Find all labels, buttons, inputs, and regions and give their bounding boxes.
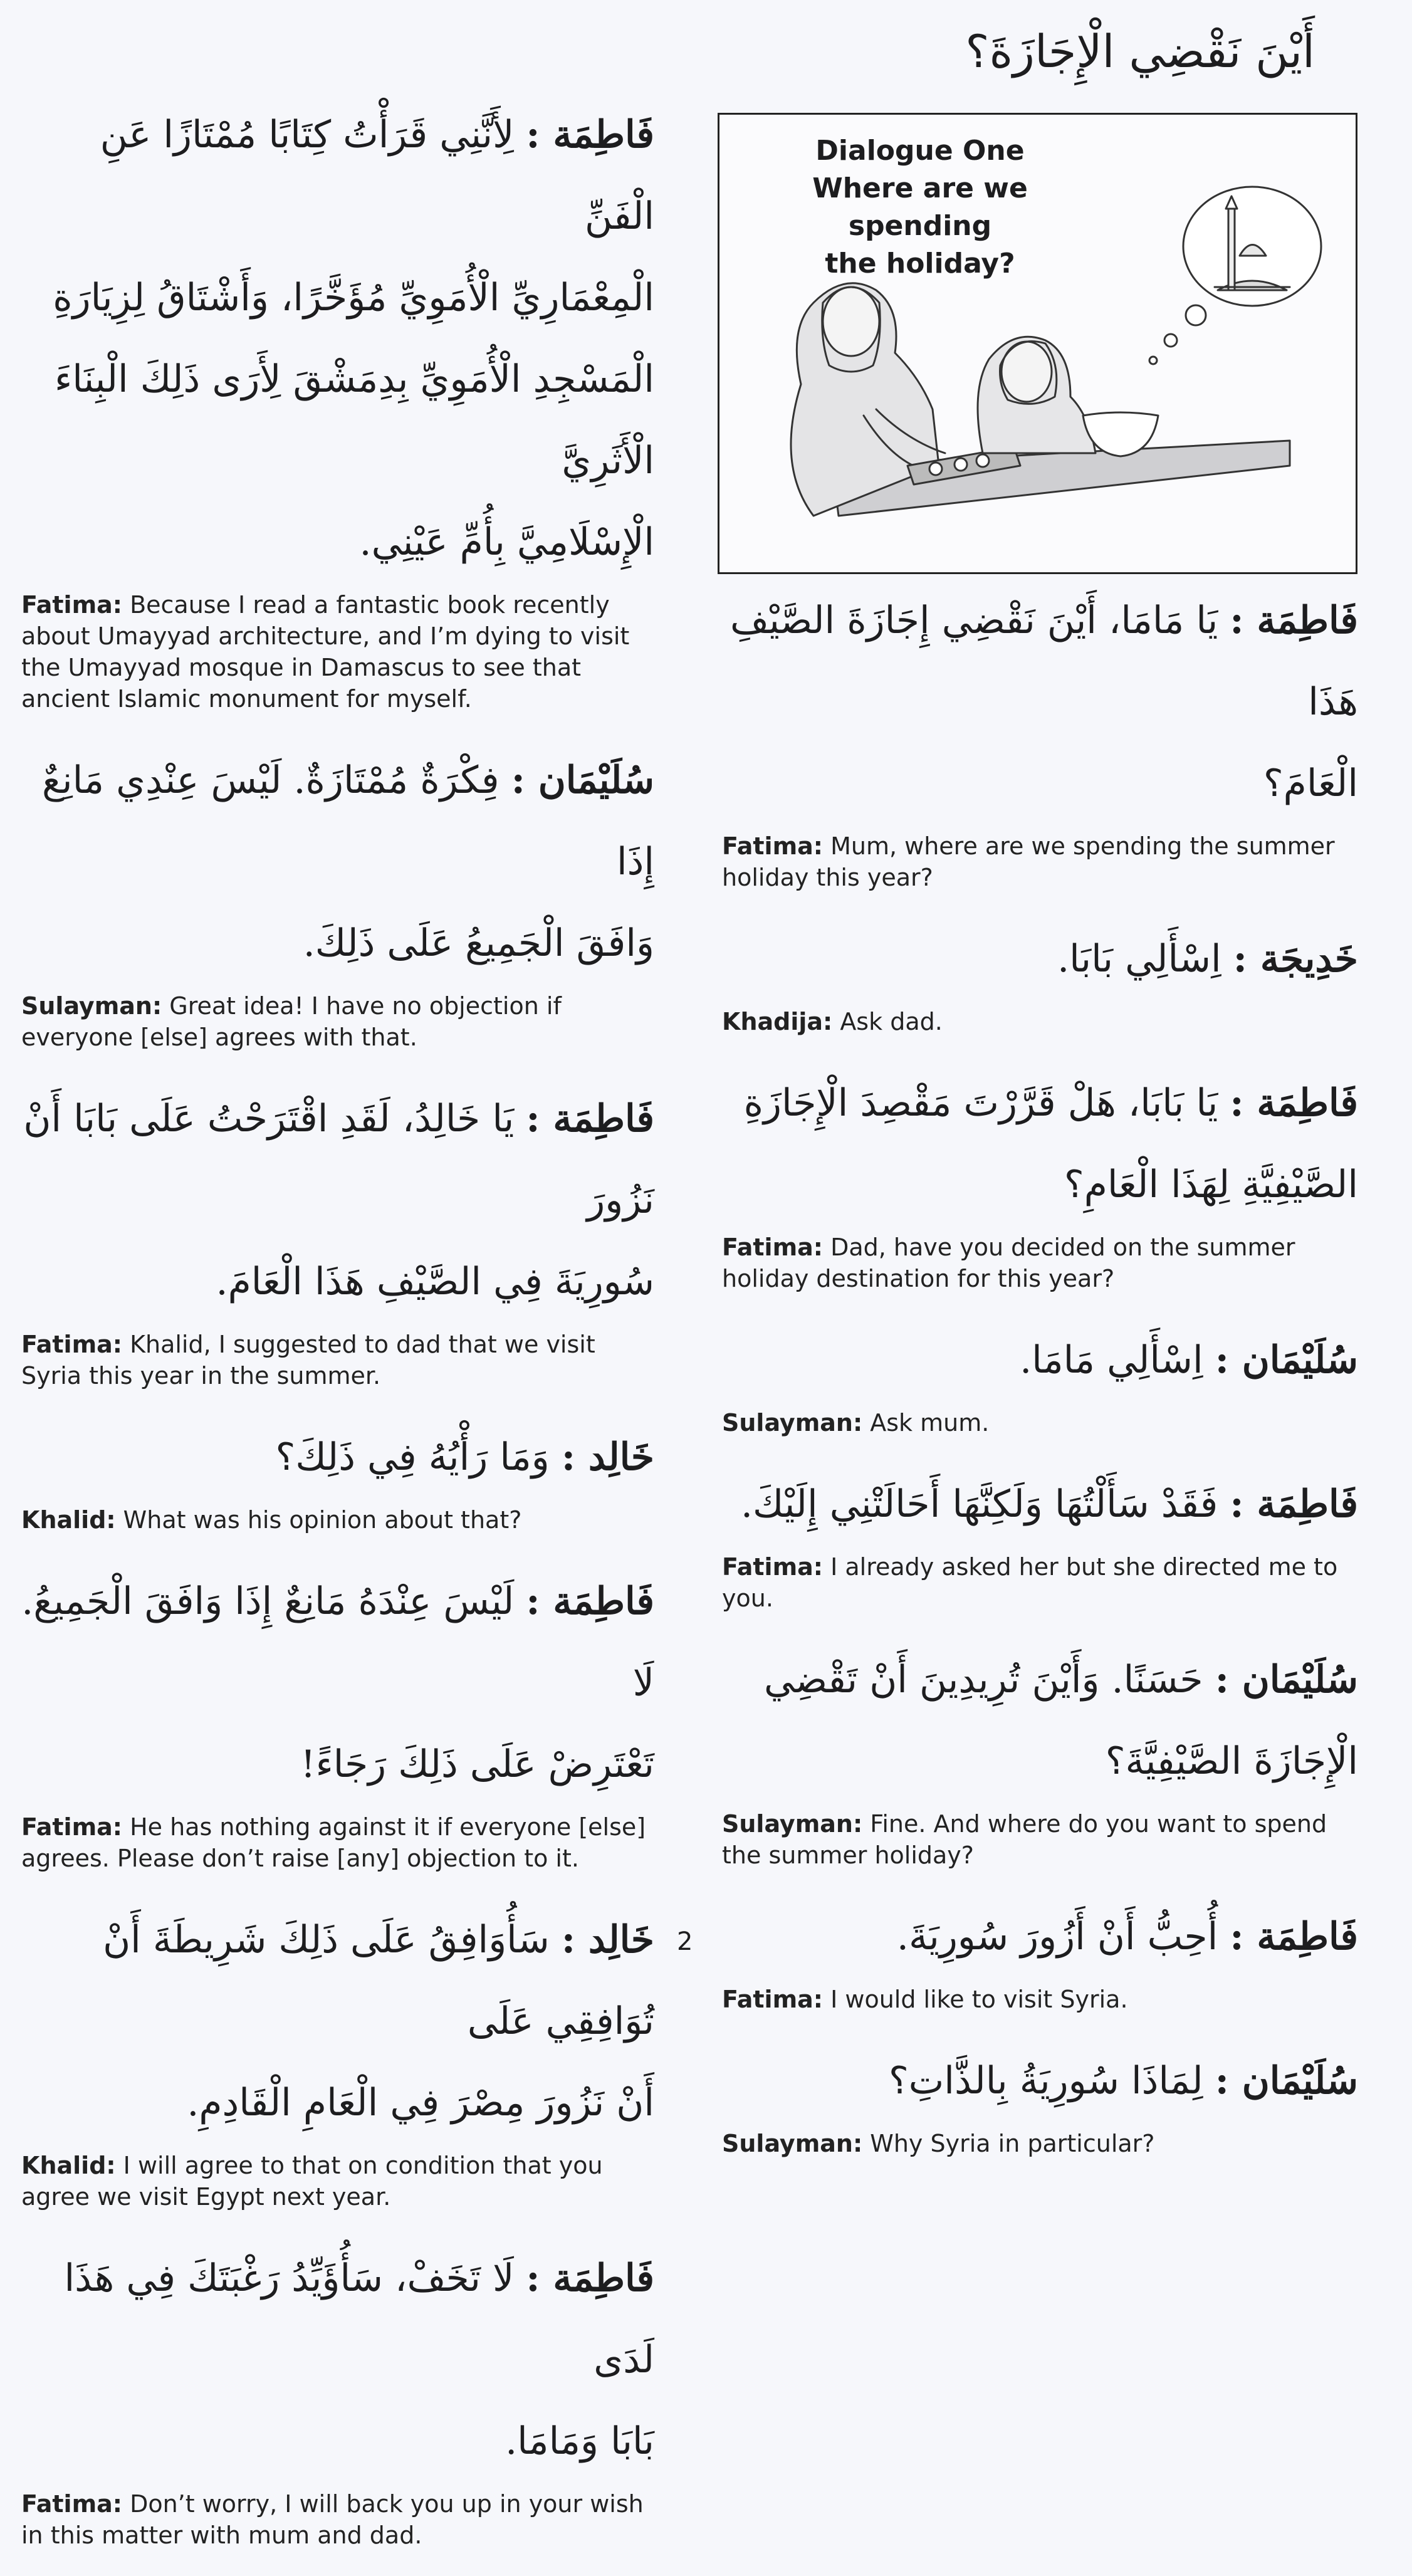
arabic-text: حَسَنًا. وَأَيْنَ تُرِيدِينَ أَنْ تَقْضِي — [764, 1658, 1203, 1702]
arabic-text: الْمِعْمَارِيِّ الْأُمَوِيِّ مُؤَخَّرًا، وَأَشْتَاقُ لِزِيَارَةِ — [53, 276, 654, 320]
arabic-line — [21, 1561, 654, 1724]
page-title: أَيْنَ نَقْضِي الْإِجَازَةَ؟ — [965, 25, 1315, 78]
arabic-text: سَأُوَافِقُ عَلَى ذَلِكَ شَرِيطَةَ أَنْ تُوَافِقِي عَلَى — [103, 1918, 654, 2043]
english-speaker: Khalid: — [21, 1506, 116, 1534]
arabic-text: يَا بَابَا، هَلْ قَرَّرْتَ مَقْصِدَ الْإِجَازَةِ — [743, 1081, 1218, 1125]
arabic-text: بَابَا وَمَامَا. — [505, 2419, 654, 2463]
arabic-text: وَمَا رَأْيُهُ فِي ذَلِكَ؟ — [275, 1435, 550, 1479]
arabic-speaker: فَاطِمَة : — [526, 113, 654, 157]
dialogue-entry — [21, 1416, 654, 1536]
arabic-speaker: سُلَيْمَان : — [1215, 1658, 1358, 1702]
arabic-text: الْمَسْجِدِ الْأُمَوِيِّ بِدِمَشْقَ لِأَرَى ذَلِكَ الْبِنَاءَ الْأَثَرِيَّ — [54, 357, 654, 483]
dialogue-entry — [21, 1561, 654, 1874]
english-speaker: Fatima: — [722, 1233, 823, 1261]
arabic-line — [722, 1062, 1358, 1144]
arabic-text: فَقَدْ سَأَلْتُهَا وَلَكِنَّهَا أَحَالَتْنِي إِلَيْكَ. — [740, 1482, 1218, 1526]
english-speaker: Sulayman: — [722, 1409, 863, 1437]
english-text: He has nothing against it if everyone [else] agrees. Please don’t raise [any] objection to it. — [21, 1813, 646, 1872]
english-text: Khalid, I suggested to dad that we visit Syria this year in the summer. — [21, 1331, 595, 1390]
english-translation — [722, 1808, 1358, 1871]
english-speaker: Fatima: — [722, 832, 823, 860]
english-translation — [722, 1407, 1358, 1438]
arabic-line — [722, 1720, 1358, 1802]
dialogue-entry — [722, 1639, 1358, 1871]
english-text: Because I read a fantastic book recently about Umayyad architecture, and I’m dying to visit the Umayyad mosque in Damascus to see that ancient Islamic monument for myself. — [21, 591, 630, 713]
arabic-line — [21, 2401, 654, 2482]
arabic-line — [21, 1899, 654, 2062]
english-speaker: Khalid: — [21, 2152, 116, 2179]
arabic-line — [21, 740, 654, 903]
arabic-line — [722, 1463, 1358, 1545]
english-speaker: Sulayman: — [722, 2130, 863, 2157]
arabic-text: وَافَقَ الْجَمِيعُ عَلَى ذَلِكَ. — [303, 921, 654, 965]
left-column — [21, 94, 654, 2576]
dialogue-entry — [722, 1319, 1358, 1438]
english-speaker: Fatima: — [21, 2490, 122, 2518]
caption-line: the holiday? — [825, 248, 1015, 280]
english-translation — [21, 1504, 654, 1536]
arabic-line — [722, 1896, 1358, 1977]
english-text: Dad, have you decided on the summer holiday destination for this year? — [722, 1233, 1295, 1292]
arabic-line — [21, 501, 654, 583]
dialogue-entry — [21, 1899, 654, 2212]
english-text: I would like to visit Syria. — [823, 1986, 1128, 2013]
dialogue-entry — [722, 1896, 1358, 2015]
arabic-text: الْعَامَ؟ — [1263, 762, 1358, 805]
english-translation — [722, 1551, 1358, 1614]
arabic-line — [722, 918, 1358, 1000]
arabic-line — [722, 743, 1358, 824]
english-text: I will agree to that on condition that you agree we visit Egypt next year. — [21, 2152, 603, 2211]
dialogue-entry — [722, 580, 1358, 893]
arabic-text: لَا تَخَفْ، سَأُؤَيِّدُ رَغْبَتَكَ فِي هَذَا لَدَى — [64, 2256, 654, 2382]
english-speaker: Fatima: — [722, 1553, 823, 1581]
arabic-text: لِأَنَّنِي قَرَأْتُ كِتَابًا مُمْتَازًا عَنِ الْفَنِّ — [100, 113, 654, 238]
arabic-text: فِكْرَةٌ مُمْتَازَةٌ. لَيْسَ عِنْدِي مَانِعٌ إِذَا — [41, 758, 654, 884]
arabic-text: الْإِجَازَةَ الصَّيْفِيَّةَ؟ — [1105, 1739, 1358, 1783]
arabic-line — [21, 2062, 654, 2144]
arabic-line — [722, 580, 1358, 743]
arabic-text: الصَّيْفِيَّةِ لِهَذَا الْعَامِ؟ — [1064, 1163, 1358, 1207]
right-column — [722, 580, 1358, 2184]
arabic-speaker: خَدِيجَة : — [1233, 937, 1358, 981]
english-speaker: Sulayman: — [722, 1810, 863, 1838]
arabic-speaker: فَاطِمَة : — [1230, 1081, 1358, 1125]
arabic-speaker: فَاطِمَة : — [1230, 1915, 1358, 1959]
arabic-line — [21, 1724, 654, 1805]
english-translation — [21, 2150, 654, 2212]
english-translation — [722, 2128, 1358, 2159]
arabic-speaker: سُلَيْمَان : — [511, 758, 654, 802]
english-translation — [21, 589, 654, 715]
illustration-box — [718, 113, 1357, 574]
arabic-line — [21, 2238, 654, 2401]
english-translation — [722, 830, 1358, 893]
english-text: Fine. And where do you want to spend the summer holiday? — [722, 1810, 1327, 1869]
arabic-line — [21, 338, 654, 501]
arabic-text: اِسْأَلِي مَامَا. — [1020, 1338, 1203, 1382]
english-translation — [722, 1232, 1358, 1294]
dialogue-entry — [722, 2040, 1358, 2159]
page-number: 2 — [677, 1927, 693, 1956]
english-translation — [21, 990, 654, 1053]
english-speaker: Fatima: — [21, 1813, 122, 1841]
english-translation — [722, 1984, 1358, 2015]
english-text: Great idea! I have no objection if everyone [else] agrees with that. — [21, 992, 562, 1051]
arabic-speaker: خَالِد : — [561, 1435, 654, 1479]
arabic-text: لِمَاذَا سُورِيَةُ بِالذَّاتِ؟ — [888, 2059, 1203, 2103]
dialogue-entry — [21, 1078, 654, 1391]
arabic-line — [21, 1078, 654, 1241]
arabic-speaker: فَاطِمَة : — [1230, 599, 1358, 642]
arabic-speaker: خَالِد : — [561, 1918, 654, 1962]
english-text: What was his opinion about that? — [115, 1506, 522, 1534]
arabic-text: أُحِبُّ أَنْ أَزُورَ سُورِيَةَ. — [896, 1915, 1218, 1959]
english-translation — [21, 2488, 654, 2551]
arabic-line — [21, 1241, 654, 1322]
dialogue-entry — [21, 740, 654, 1053]
arabic-line — [21, 903, 654, 984]
arabic-text: اِسْأَلِي بَابَا. — [1057, 937, 1221, 981]
arabic-text: لَيْسَ عِنْدَهُ مَانِعٌ إِذَا وَافَقَ الْجَمِيعُ. لَا — [21, 1579, 654, 1705]
english-text: Don’t worry, I will back you up in your wish in this matter with mum and dad. — [21, 2490, 644, 2549]
arabic-speaker: سُلَيْمَان : — [1215, 1338, 1358, 1382]
arabic-speaker: فَاطِمَة : — [526, 1097, 654, 1141]
arabic-text: الْإِسْلَامِيَّ بِأُمِّ عَيْنِي. — [359, 520, 654, 564]
arabic-line — [722, 2040, 1358, 2122]
english-speaker: Fatima: — [21, 1331, 122, 1358]
english-speaker: Fatima: — [722, 1986, 823, 2013]
english-speaker: Fatima: — [21, 591, 122, 619]
dialogue-entry — [722, 1062, 1358, 1294]
arabic-text: أَنْ نَزُورَ مِصْرَ فِي الْعَامِ الْقَادِمِ. — [187, 2081, 654, 2125]
arabic-speaker: سُلَيْمَان : — [1215, 2059, 1358, 2103]
english-text: Mum, where are we spending the summer holiday this year? — [722, 832, 1335, 891]
arabic-line — [21, 257, 654, 338]
arabic-line — [21, 1416, 654, 1498]
english-text: Ask mum. — [862, 1409, 990, 1437]
english-translation — [21, 1811, 654, 1874]
arabic-speaker: فَاطِمَة : — [526, 1579, 654, 1623]
english-translation — [21, 1329, 654, 1391]
english-text: Ask dad. — [832, 1008, 943, 1035]
english-translation — [722, 1006, 1358, 1037]
dialogue-entry — [21, 2238, 654, 2551]
arabic-text: سُورِيَةَ فِي الصَّيْفِ هَذَا الْعَامَ. — [216, 1260, 654, 1304]
caption-line: Where are we spending — [812, 172, 1028, 242]
arabic-text: يَا خَالِدُ، لَقَدِ اقْتَرَحْتُ عَلَى بَابَا أَنْ نَزُورَ — [23, 1097, 654, 1222]
arabic-line — [722, 1639, 1358, 1720]
dialogue-entry — [21, 94, 654, 715]
caption-line: Dialogue One — [815, 135, 1025, 167]
dialogue-entry — [722, 1463, 1358, 1614]
arabic-line — [722, 1319, 1358, 1401]
arabic-speaker: فَاطِمَة : — [1230, 1482, 1358, 1526]
arabic-text: تَعْتَرِضْ عَلَى ذَلِكَ رَجَاءً! — [300, 1742, 654, 1786]
english-text: Why Syria in particular? — [862, 2130, 1155, 2157]
dialogue-entry — [722, 918, 1358, 1037]
two-women-cooking-illustration — [719, 115, 1356, 572]
arabic-line — [21, 94, 654, 257]
arabic-text: يَا مَامَا، أَيْنَ نَقْضِي إِجَازَةَ الصَّيْفِ هَذَا — [730, 599, 1358, 724]
arabic-speaker: فَاطِمَة : — [526, 2256, 654, 2300]
arabic-line — [722, 1144, 1358, 1225]
english-speaker: Sulayman: — [21, 992, 162, 1020]
english-speaker: Khadija: — [722, 1008, 833, 1035]
english-text: I already asked her but she directed me to you. — [722, 1553, 1338, 1612]
